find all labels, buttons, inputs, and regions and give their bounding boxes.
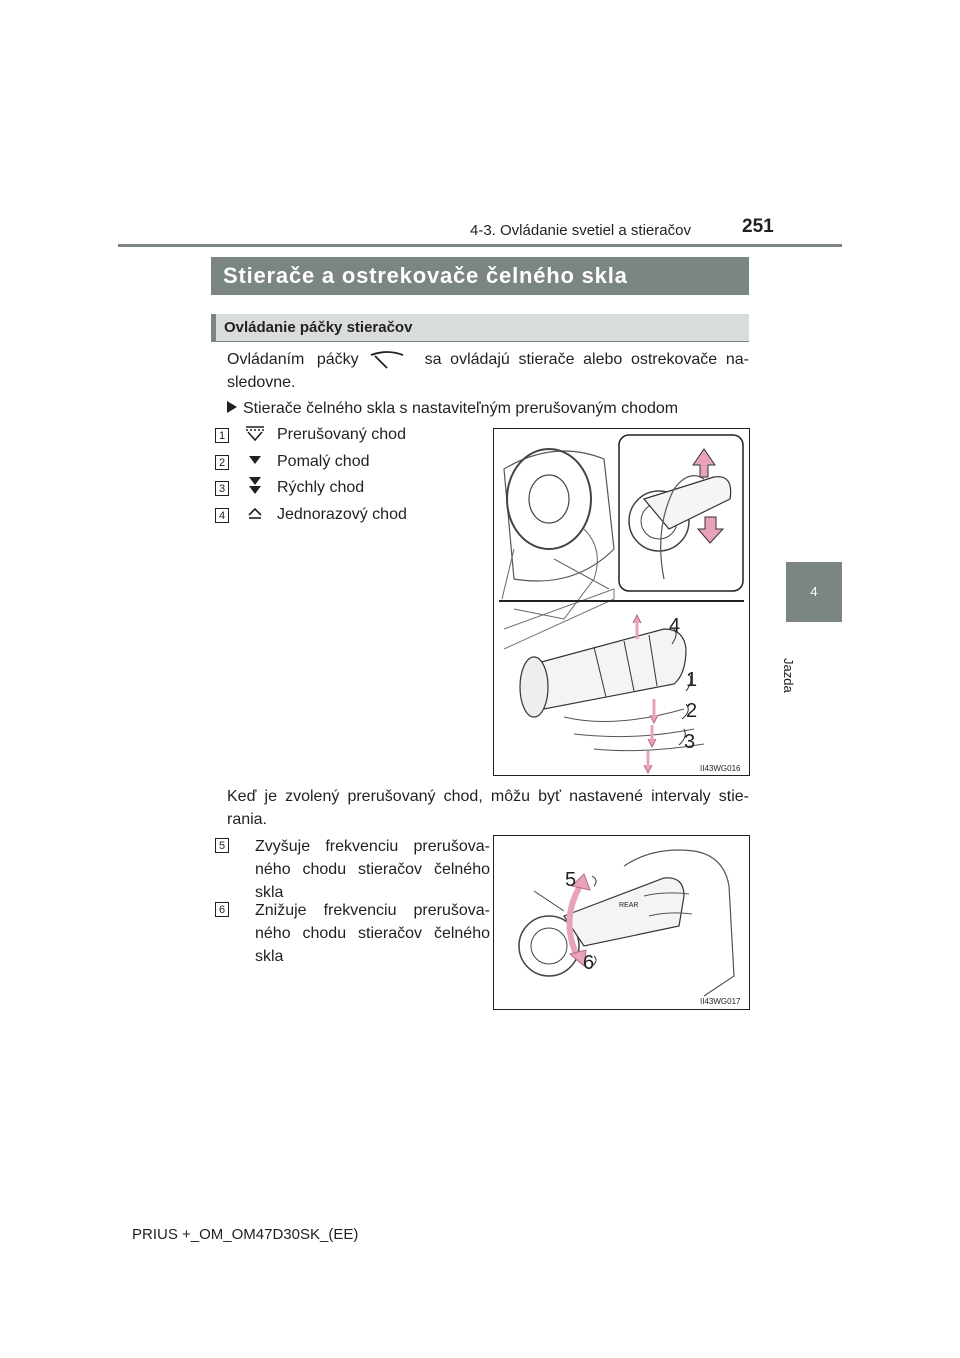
wiper-lever-icon bbox=[367, 350, 407, 370]
intro-text-line2: sledovne. bbox=[227, 374, 296, 391]
number-box: 5 bbox=[215, 838, 229, 853]
number-box: 1 bbox=[215, 428, 229, 443]
mode-item-1 bbox=[215, 424, 406, 446]
section-title: 4-3. Ovládanie svetiel a stieračov bbox=[470, 222, 691, 239]
intro-text-end: sa ovládajú stierače alebo ostrekovače na- bbox=[424, 351, 749, 368]
figure-code: II43WG016 bbox=[700, 764, 741, 773]
callout-2: 2 bbox=[686, 700, 698, 722]
intro-paragraph bbox=[227, 348, 749, 394]
number-box: 3 bbox=[215, 481, 229, 496]
rear-label: REAR bbox=[619, 902, 639, 909]
text-line: skla bbox=[255, 884, 284, 901]
intro-text-start: Ovládaním páčky bbox=[227, 351, 359, 368]
figure-interval-adjust bbox=[493, 835, 750, 1010]
figure-2-illustration bbox=[494, 836, 749, 1009]
mode-label: Rýchly chod bbox=[277, 479, 365, 496]
subsection-rule bbox=[211, 341, 749, 342]
text-line: ného chodu stieračov čelného bbox=[255, 861, 490, 878]
mode-label: Jednorazový chod bbox=[277, 506, 407, 523]
callout-5: 5 bbox=[565, 869, 577, 891]
intermittent-wipe-icon bbox=[245, 425, 265, 446]
footer-code: PRIUS +_OM_OM47D30SK_(EE) bbox=[132, 1226, 359, 1243]
interval-item-text bbox=[255, 835, 490, 904]
number-box: 4 bbox=[215, 508, 229, 523]
number-box: 2 bbox=[215, 455, 229, 470]
callout-4: 4 bbox=[669, 615, 681, 637]
triangle-bullet-icon bbox=[227, 397, 243, 420]
callout-6: 6 bbox=[583, 952, 595, 974]
chapter-label-text: Jazda bbox=[781, 658, 796, 693]
fast-wipe-icon bbox=[245, 476, 265, 501]
interval-item-text bbox=[255, 899, 490, 968]
mode-item-2 bbox=[215, 451, 370, 473]
figure-wiper-lever-positions bbox=[493, 428, 750, 776]
header-rule bbox=[118, 244, 842, 247]
chapter-label bbox=[781, 630, 846, 693]
text-line: Zvyšuje frekvenciu prerušova- bbox=[255, 838, 490, 855]
text-line: ného chodu stieračov čelného bbox=[255, 925, 490, 942]
mode-label: Pomalý chod bbox=[277, 453, 370, 470]
bullet-item bbox=[227, 397, 678, 420]
mode-item-3 bbox=[215, 477, 364, 499]
number-box: 6 bbox=[215, 902, 229, 917]
slow-wipe-icon bbox=[245, 452, 265, 473]
callout-3: 3 bbox=[684, 731, 696, 753]
text-line: Znižuje frekvenciu prerušova- bbox=[255, 902, 490, 919]
one-touch-wipe-icon bbox=[245, 505, 265, 526]
page-number: 251 bbox=[742, 216, 774, 237]
mode-item-4 bbox=[215, 504, 407, 526]
interval-text-line1: Keď je zvolený prerušovaný chod, môžu byť nastavené intervaly stie- bbox=[227, 788, 749, 805]
callout-1: 1 bbox=[686, 669, 698, 691]
interval-paragraph bbox=[227, 785, 749, 831]
chapter-tab: 4 bbox=[786, 562, 842, 622]
mode-label: Prerušovaný chod bbox=[277, 426, 406, 443]
page-title: Stierače a ostrekovače čelného skla bbox=[211, 257, 749, 295]
interval-text-line2: rania. bbox=[227, 811, 268, 828]
bullet-text: Stierače čelného skla s nastaviteľným prerušovaným chodom bbox=[243, 400, 679, 417]
figure-code: II43WG017 bbox=[700, 997, 741, 1006]
text-line: skla bbox=[255, 948, 284, 965]
figure-1-illustration bbox=[494, 429, 749, 775]
subsection-title: Ovládanie páčky stieračov bbox=[211, 314, 749, 341]
